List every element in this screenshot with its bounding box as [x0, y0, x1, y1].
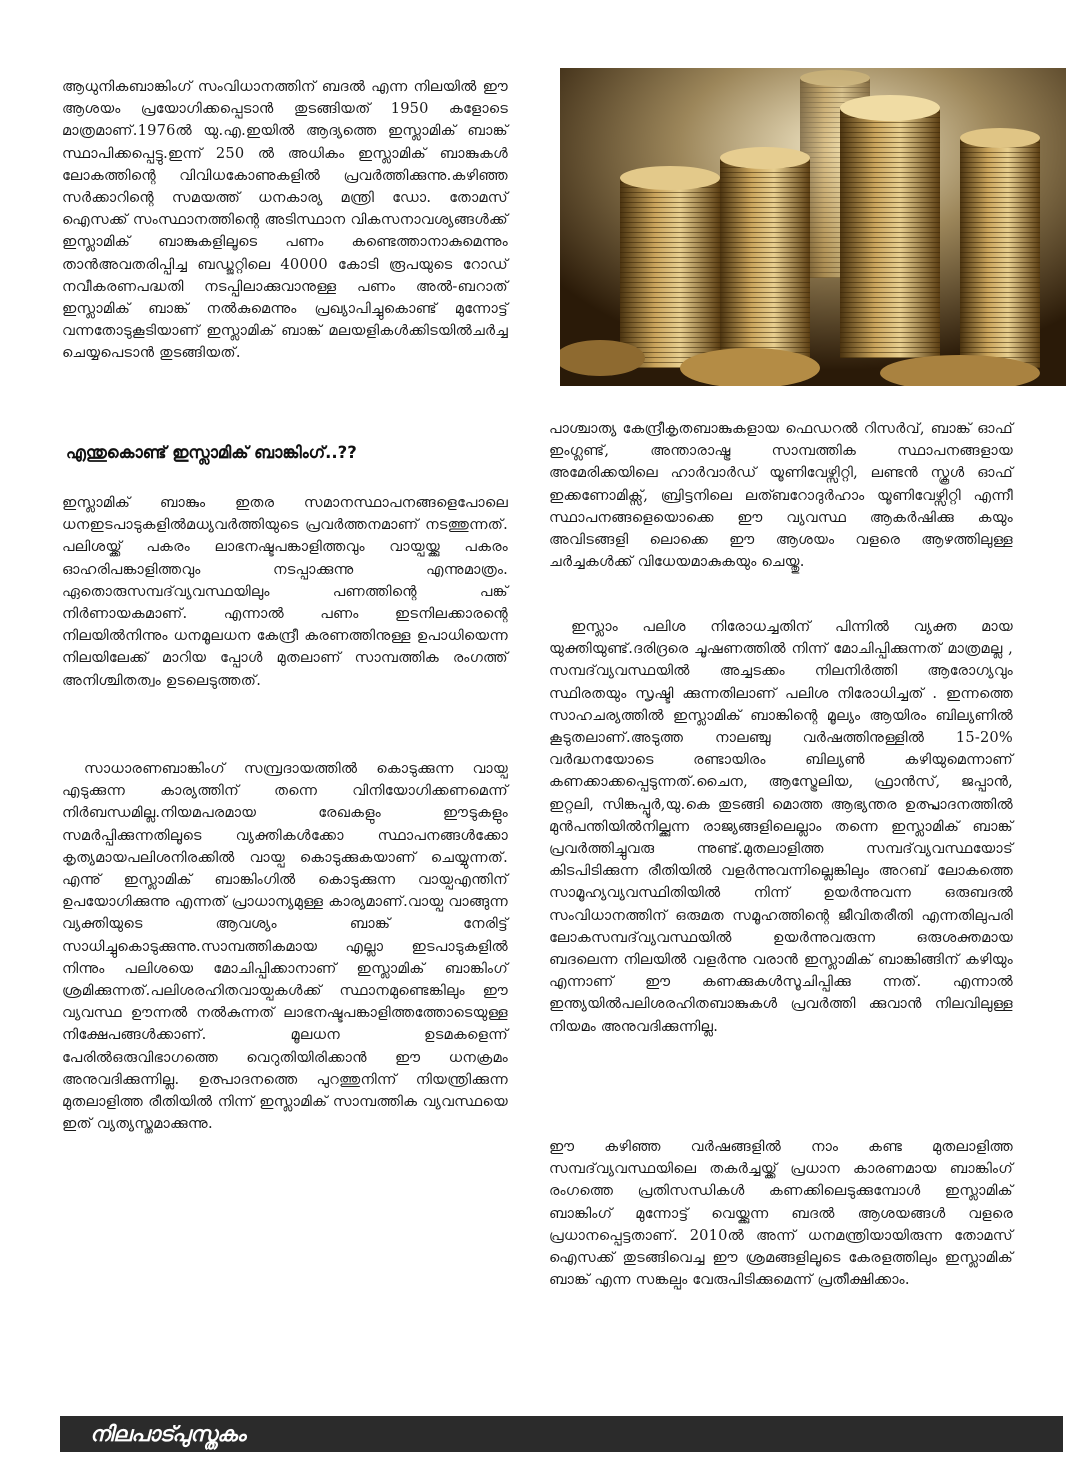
footer-bar	[60, 1416, 1063, 1452]
section-heading: എന്തുകൊണ്ട് ഇസ്ലാമിക് ബാങ്കിംഗ്..??	[66, 443, 357, 462]
coin-stacks-illustration	[560, 68, 1066, 386]
left-paragraph-2: സാധാരണബാങ്കിംഗ് സമ്പ്രദായത്തില്‍ കൊടുക്കുന്ന വായ്പ എടുക്കുന്ന കാര്യത്തിന് തന്നെ വിനിയോഗിക്കണമെന്ന് നിര്‍ബന്ധമില്ല.നിയമപരമായ രേഖകളും ഈടുകളും സമര്‍പ്പിക്കുന്നതിലൂടെ വ്യക്തികള്‍ക്കോ സ്ഥാപനങ്ങള്‍ക്കോ കൃത്യമായപലിശനിരക്കില്‍ വായ്പ കൊടുക്കുകയാണ് ചെയ്യുന്നത്. എന്നു് ഇസ്ലാമിക് ബാങ്കിംഗില്‍ കൊടുക്കുന്ന വായ്പഎന്തിന് ഉപയോഗിക്കുന്നു എന്നത് പ്രാധാന്യമുള്ള കാര്യമാണ്.വായ്പ വാങ്ങുന്ന വ്യക്തിയുടെ ആവശ്യം ബാങ്ക് നേരിട്ട് സാധിച്ചുകൊടുക്കുന്നു.സാമ്പത്തികമായ എല്ലാ ഇടപാടുകളില്‍ നിന്നും പലിശയെ മോചിപ്പിക്കാനാണ് ഇസ്ലാമിക് ബാങ്കിംഗ് ശ്രമിക്കുന്നത്.പലിശരഹിതവായ്പകള്‍ക്ക് സ്ഥാനമുണ്ടെങ്കിലും ഈ വ്യവസ്ഥ ഊന്നല്‍ നല്‍കുന്നത് ലാഭനഷ്ടപങ്കാളിത്തത്തോടെയുള്ള നിക്ഷേപങ്ങള്‍ക്കാണ്. മൂലധന ഉടമകളെന്ന് പേരില്‍ഒരുവിഭാഗത്തെ വെറുതിയിരിക്കാന്‍ ഈ ധനക്രമം അനുവദിക്കുന്നില്ല. ഉത്പാദനത്തെ പുറത്തുനിന്ന് നിയന്ത്രിക്കുന്ന മുതലാളിത്ത രീതിയില്‍ നിന്ന് ഇസ്ലാമിക് സാമ്പത്തിക വ്യവസ്ഥയെ ഇത് വ്യത്യസ്തമാക്കുന്നു.	[62, 760, 508, 1133]
right-paragraph-1: പാശ്ചാത്യ കേന്ദ്രീകൃതബാങ്കുകളായ ഫെഡറല്‍ റിസര്‍വ്, ബാങ്ക് ഓഫ് ഇംഗ്ലണ്ട്, അന്താരാഷ്ട്ര സാമ്പത്തിക സ്ഥാപനങ്ങളായ അമേരിക്കയിലെ ഹാര്‍വാര്‍ഡ് യൂണിവേഴ്സിറ്റി, ലണ്ടന്‍ സ്കൂള്‍ ഓഫ് ഇക്കണോമിക്സ്, ബ്രിട്ടനിലെ ലത്ബറോദുര്‍ഹാം യൂണിവേഴ്സിറ്റി എന്നീ സ്ഥാപനങ്ങളെയൊക്കെ ഈ വ്യവസ്ഥ ആകര്‍ഷിക്കു കയും അവിടങ്ങളി ലൊക്കെ ഈ ആശയം വളരെ ആഴത്തിലുള്ള ചര്‍ച്ചകള്‍ക്ക് വിധേയമാകുകയും ചെയ്തു.	[549, 420, 1013, 571]
intro-paragraph: ആധുനികബാങ്കിംഗ് സംവിധാനത്തിന് ബദല്‍ എന്ന നിലയില്‍ ഈ ആശയം പ്രയോഗിക്കപ്പെടാന്‍ തുടങ്ങിയത് 1950 കളോടെ മാത്രമാണ്.1976ല്‍ യു.എ.ഇയില്‍ ആദ്യത്തെ ഇസ്ലാമിക് ബാങ്ക് സ്ഥാപിക്കപ്പെട്ടു.ഇന്ന് 250 ല്‍ അധികം ഇസ്ലാമിക് ബാങ്കുകള്‍ ലോകത്തിന്റെ വിവിധകോണുകളില്‍ പ്രവര്‍ത്തിക്കുന്നു.കഴിഞ്ഞ സര്‍ക്കാറിന്റെ സമയത്ത് ധനകാര്യ മന്ത്രി ഡോ. തോമസ് ഐസക്ക് സംസ്ഥാനത്തിന്റെ അടിസ്ഥാന വികസനാവശ്യങ്ങള്‍ക്ക് ഇസ്ലാമിക് ബാങ്കുകളിലൂടെ പണം കണ്ടെത്താനാകുമെന്നും താന്‍അവതരിപ്പിച്ച ബഡ്ജറ്റിലെ 40000 കോടി രൂപയുടെ റോഡ് നവീകരണപദ്ധതി നടപ്പിലാക്കുവാനുള്ള പണം അല്‍-ബറാത് ഇസ്ലാമിക് ബാങ്ക് നല്‍കുമെന്നും പ്രഖ്യാപിച്ചുകൊണ്ട് മുന്നോട്ട് വന്നതോടുകൂടിയാണ് ഇസ്ലാമിക് ബാങ്ക് മലയളികള്‍ക്കിടയില്‍ചര്‍ച്ച ചെയ്യപെടാന്‍ തുടങ്ങിയത്.	[62, 78, 508, 362]
right-paragraph-2: ഇസ്ലാം പലിശ നിരോധച്ചതിന് പിന്നില്‍ വ്യക്ത മായ യുക്തിയുണ്ട്.ദരിദ്രരെ ചൂഷണത്തില്‍ നിന്ന് മോചിപ്പിക്കുന്നത് മാത്രമല്ല , സമ്പദ്‌വ്യവസ്ഥയില്‍ അച്ചടക്കം നിലനിര്‍ത്തി ആരോഗ്യവും സ്ഥിരതയും സൃഷ്ടി ക്കുന്നതിലാണ് പലിശ നിരോധിച്ചത് . ഇന്നത്തെ സാഹചര്യത്തില്‍ ഇസ്ലാമിക് ബാങ്കിന്റെ മൂല്യം ആയിരം ബില്യണില്‍ കൂടുതലാണ്.അടുത്ത നാലഞ്ചു വര്‍ഷത്തിനുള്ളില്‍ 15-20% വര്‍ദ്ധനയോടെ രണ്ടായിരം ബില്യണ്‍ കഴിയുമെന്നാണ് കണക്കാക്കപ്പെടുന്നത്.ചൈന, ആസ്ട്രേലിയ, ഫ്രാന്‍സ്, ജപ്പാന്‍, ഇറ്റലി, സിങ്കപ്പൂര്‍,യു.കെ തുടങ്ങി മൊത്ത ആഭ്യന്തര ഉത്പ്പാദനത്തില്‍ മുന്‍പന്തിയില്‍നില്ക്കുന്ന രാജ്യങ്ങളിലെല്ലാം തന്നെ ഇസ്ലാമിക് ബാങ്ക് പ്രവര്‍ത്തിച്ചുവരു ന്നുണ്ട്.മുതലാളിത്ത സമ്പദ്‌വ്യവസ്ഥയോട് കിടപിടിക്കുന്ന രീതിയില്‍ വളര്‍ന്നുവന്നില്ലെങ്കിലും അറബ് ലോകത്തെ സാമൂഹ്യവ്യവസ്ഥിതിയില്‍ നിന്ന് ഉയര്‍ന്നുവന്ന ഒരുബദല്‍ സംവിധാനത്തിന് ഒരുമത സമൂഹത്തിന്റെ ജീവിതരീതി എന്നതിലുപരി ലോകസമ്പദ്‌വ്യവസ്ഥയില്‍ ഉയര്‍ന്നുവരുന്ന ഒരുശക്തമായ ബദലെന്ന നിലയില്‍ വളര്‍ന്നു വരാന്‍ ഇസ്ലാമിക് ബാങ്കിങ്ങിന് കഴിയും എന്നാണ് ഈ കണക്കുകള്‍സൂചിപ്പിക്കു ന്നത്. എന്നാല്‍ ഇന്ത്യയില്‍പലിശരഹിതബാങ്കുകള്‍ പ്രവര്‍ത്തി ക്കുവാന്‍ നിലവിലുള്ള നിയമം അനുവദിക്കുന്നില്ല.	[549, 618, 1013, 1035]
coin-stacks-photo	[560, 68, 1066, 386]
right-paragraph-3: ഈ കഴിഞ്ഞ വര്‍ഷങ്ങളില്‍ നാം കണ്ട മുതലാളിത്ത സമ്പദ്‌വ്യവസ്ഥയിലെ തകര്‍ച്ചയ്ക്ക് പ്രധാന കാരണമായ ബാങ്കിംഗ് രംഗത്തെ പ്രതിസന്ധികള്‍ കണക്കിലെടുക്കുമ്പോള്‍ ഇസ്ലാമിക് ബാങ്കിംഗ് മുന്നോട്ട് വെയ്ക്കുന്ന ബദല്‍ ആശയങ്ങള്‍ വളരെ പ്രധാനപ്പെട്ടതാണ്. 2010ല്‍ അന്ന് ധനമന്ത്രിയായിരുന്ന തോമസ് ഐസക്ക് തുടങ്ങിവെച്ച ഈ ശ്രമങ്ങളിലൂടെ കേരളത്തിലും ഇസ്ലാമിക് ബാങ്ക് എന്ന സങ്കല്പം വേരുപിടിക്കുമെന്ന് പ്രതീക്ഷിക്കാം.	[549, 1138, 1013, 1289]
footer-title: നിലപാട്പുസ്തകം	[90, 1422, 246, 1446]
left-paragraph-1: ഇസ്ലാമിക് ബാങ്കും ഇതര സമാനസ്ഥാപനങ്ങളെപോലെ ധനഇടപാടുകളില്‍മധ്യവര്‍ത്തിയുടെ പ്രവര്‍ത്തനമാണ് നടത്തുന്നത്. പലിശയ്ക്ക് പകരം ലാഭനഷ്ടപങ്കാളിത്തവും വായ്പയ്ക്കു പകരം ഓഹരിപങ്കാളിത്തവും നടപ്പാക്കുന്നു എന്നുമാത്രം. ഏതൊരുസമ്പദ്‌വ്യവസ്ഥയിലും പണത്തിന്റെ പങ്ക് നിര്‍ണായകമാണ്. എന്നാല്‍ പണം ഇടനിലക്കാരന്റെ നിലയില്‍നിന്നും ധനമൂലധന കേന്ദ്രീ കരണത്തിനുള്ള ഉപാധിയെന്ന നിലയിലേക്ക് മാറിയ പ്പോള്‍ മുതലാണ് സാമ്പത്തിക രംഗത്ത് അനിശ്ചിതത്വം ഉടലെടുത്തത്.	[62, 494, 508, 689]
